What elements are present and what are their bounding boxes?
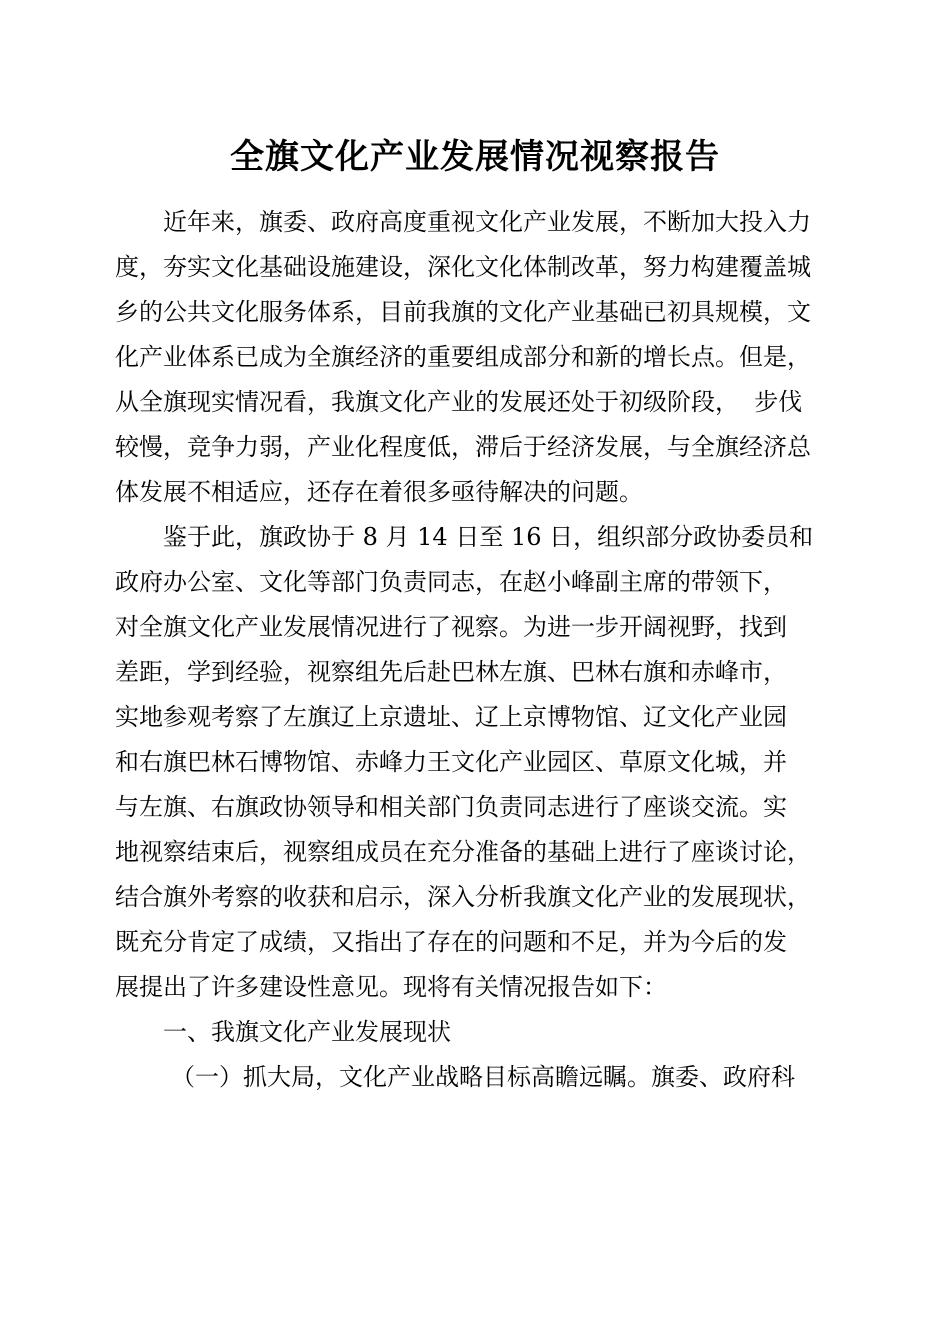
paragraph-line: 差距，学到经验，视察组先后赴巴林左旗、巴林右旗和赤峰市，	[115, 658, 787, 686]
paragraph-line: 较慢，竞争力弱，产业化程度低，滞后于经济发展，与全旗经济总	[115, 433, 811, 461]
paragraph-line: 实地参观考察了左旗辽上京遗址、辽上京博物馆、辽文化产业园	[115, 703, 787, 731]
paragraph-line: 地视察结束后，视察组成员在充分准备的基础上进行了座谈讨论，	[115, 838, 811, 866]
paragraph-line: 政府办公室、文化等部门负责同志，在赵小峰副主席的带领下，	[115, 568, 787, 596]
paragraph-line: 近年来，旗委、政府高度重视文化产业发展，不断加大投入力	[163, 208, 811, 236]
document-title: 全旗文化产业发展情况视察报告	[230, 137, 720, 177]
section-heading-1	[115, 1010, 860, 1055]
paragraph-line: 乡的公共文化服务体系，目前我旗的文化产业基础已初具规模，文	[115, 298, 811, 326]
paragraph-line: 体发展不相适应，还存在着很多亟待解决的问题。	[115, 478, 643, 506]
subsection-heading-1	[115, 1055, 860, 1100]
subsection-line: （一）抓大局，文化产业战略目标高瞻远瞩。旗委、政府科	[171, 1063, 795, 1091]
section-heading: 一、我旗文化产业发展现状	[163, 1018, 451, 1046]
paragraph-line: 从全旗现实情况看，我旗文化产业的发展还处于初级阶段， 步伐	[115, 388, 803, 416]
paragraph-line: 度，夯实文化基础设施建设，深化文化体制改革，努力构建覆盖城	[115, 253, 811, 281]
paragraph-line: 展提出了许多建设性意见。现将有关情况报告如下：	[115, 973, 667, 1001]
document-body	[115, 200, 860, 1100]
paragraph-line: 与左旗、右旗政协领导和相关部门负责同志进行了座谈交流。实	[115, 793, 787, 821]
paragraph-line: 和右旗巴林石博物馆、赤峰力王文化产业园区、草原文化城，并	[115, 748, 787, 776]
paragraph-inspection	[115, 515, 860, 1010]
paragraph-line: 对全旗文化产业发展情况进行了视察。为进一步开阔视野，找到	[115, 613, 787, 641]
paragraph-line: 既充分肯定了成绩，又指出了存在的问题和不足，并为今后的发	[115, 928, 787, 956]
paragraph-line: 化产业体系已成为全旗经济的重要组成部分和新的增长点。但是，	[115, 343, 811, 371]
paragraph-line: 结合旗外考察的收获和启示，深入分析我旗文化产业的发展现状，	[115, 883, 811, 911]
paragraph-line: 鉴于此，旗政协于 8 月 14 日至 16 日，组织部分政协委员和	[163, 523, 814, 551]
paragraph-intro	[115, 200, 860, 515]
